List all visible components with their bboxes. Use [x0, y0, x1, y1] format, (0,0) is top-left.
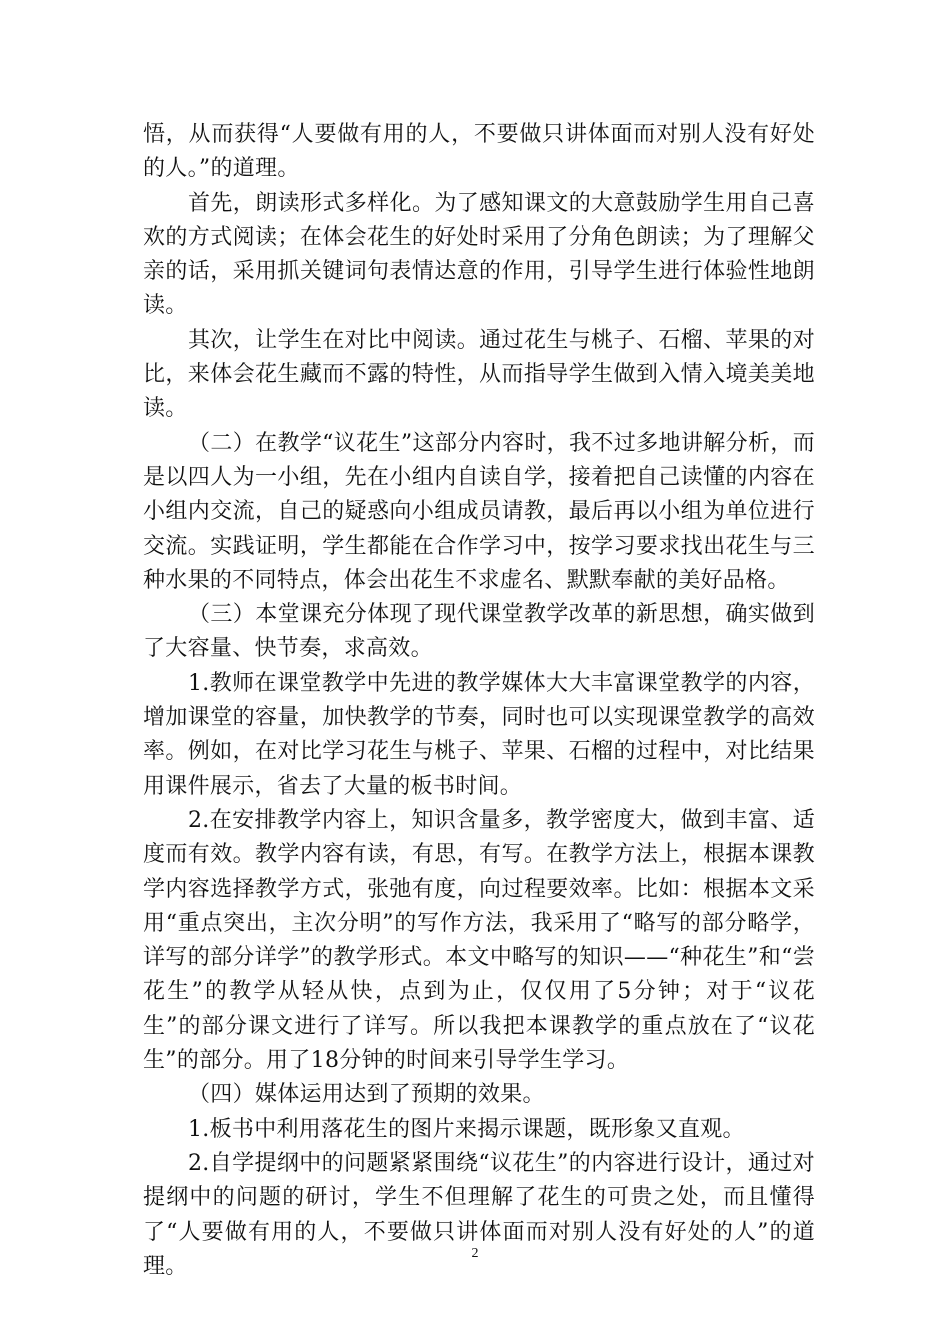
paragraph-point-3-1: 1.教师在课堂教学中先进的教学媒体大大丰富课堂教学的内容，增加课堂的容量，加快教学的节奏，同时也可以实现课堂教学的高效率。例如，在对比学习花生与桃子、苹果、石榴的过程中，对比结果用课件展示，省去了大量的板书时间。 — [143, 670, 815, 799]
paragraph-reading-forms: 首先，朗读形式多样化。为了感知课文的大意鼓励学生用自己喜欢的方式阅读；在体会花生的好处时采用了分角色朗读；为了理解父亲的话，采用抓关键词句表情达意的作用，引导学生进行体验性地朗读。 — [143, 190, 815, 319]
paragraph-point-4-2: 2.自学提纲中的问题紧紧围绕“议花生”的内容进行设计，通过对提纲中的问题的研讨，学生不但理解了花生的可贵之处，而且懂得了“人要做有用的人，不要做只讲体面而对别人没有好处的人”的道理。 — [143, 1150, 815, 1279]
paragraph-point-3-2: 2.在安排教学内容上，知识含量多，教学密度大，做到丰富、适度而有效。教学内容有读，有思，有写。在教学方法上，根据本课教学内容选择教学方式，张弛有度，向过程要效率。比如：根据本文采用“重点突出，主次分明”的写作方法，我采用了“略写的部分略学，详写的部分详学”的教学形式。本文中略写的知识——“种花生”和“尝花生”的教学从轻从快，点到为止，仅仅用了5分钟；对于“议花生”的部分课文进行了详写。所以我把本课教学的重点放在了“议花生”的部分。用了18分钟的时间来引导学生学习。 — [143, 807, 815, 1074]
paragraph-point-4-1: 1.板书中利用落花生的图片来揭示课题，既形象又直观。 — [188, 1116, 745, 1142]
document-body — [143, 118, 815, 1284]
paragraph-section-four: （四）媒体运用达到了预期的效果。 — [188, 1082, 545, 1108]
paragraph-comparison-reading: 其次，让学生在对比中阅读。通过花生与桃子、石榴、苹果的对比，来体会花生藏而不露的特性，从而指导学生做到入情入境美美地读。 — [143, 327, 815, 422]
paragraph-continuation: 悟，从而获得“人要做有用的人，不要做只讲体面而对别人没有好处的人。”的道理。 — [143, 122, 815, 182]
paragraph-section-three: （三）本堂课充分体现了现代课堂教学改革的新思想，确实做到了大容量、快节奏，求高效。 — [143, 602, 815, 662]
page-number: 2 — [471, 1246, 479, 1261]
paragraph-section-two: （二）在教学“议花生”这部分内容时，我不过多地讲解分析，而是以四人为一小组，先在小组内自读自学，接着把自己读懂的内容在小组内交流，自己的疑惑向小组成员请教，最后再以小组为单位进行交流。实践证明，学生都能在合作学习中，按学习要求找出花生与三种水果的不同特点，体会出花生不求虚名、默默奉献的美好品格。 — [143, 430, 815, 593]
